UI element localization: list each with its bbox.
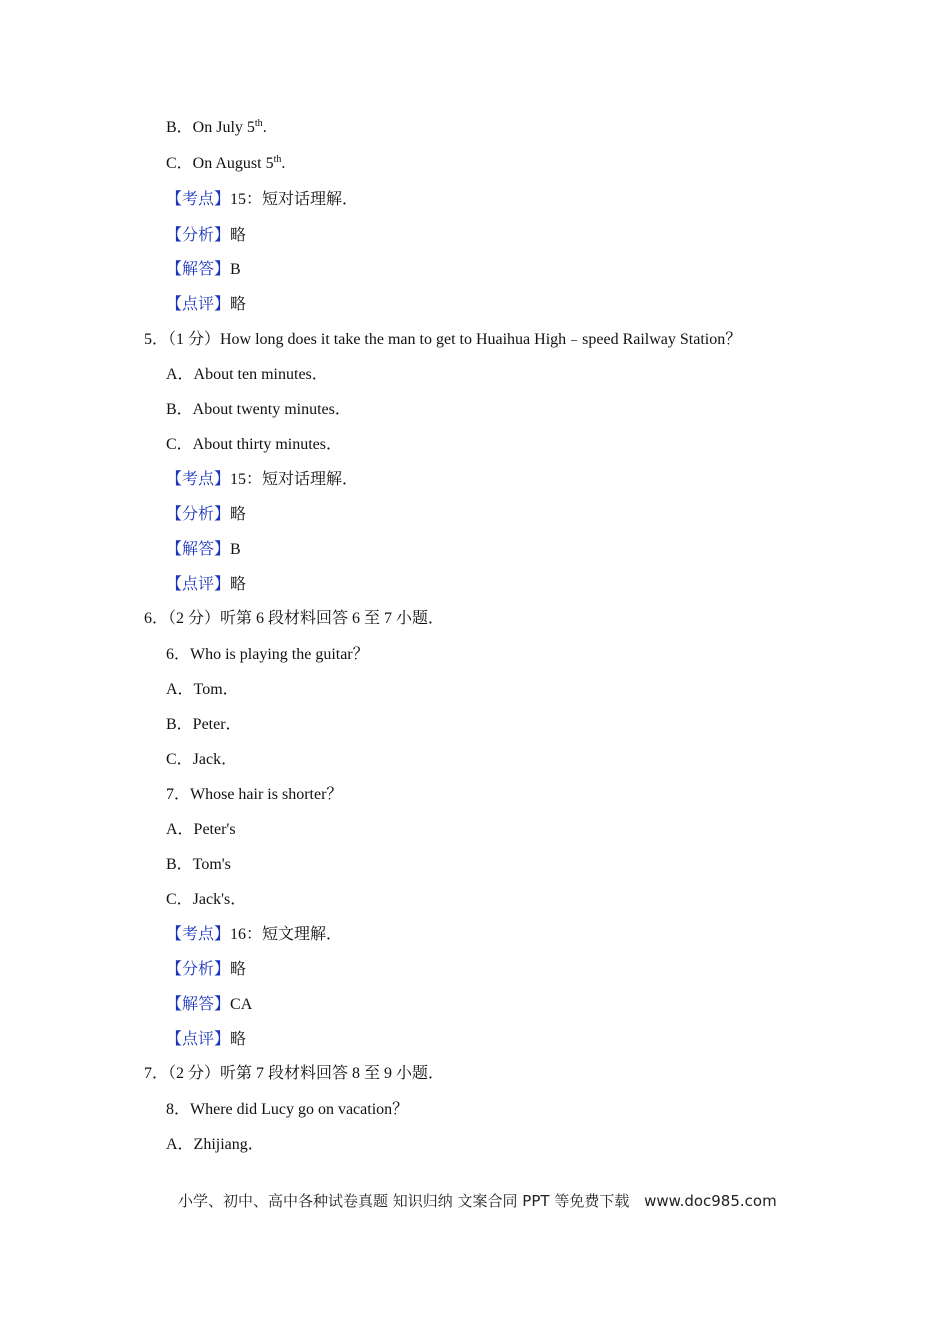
q5-jieda: 【解答】B xyxy=(166,541,241,558)
page-footer xyxy=(178,1190,777,1211)
q5-stem: 5．（1 分）How long does it take the man to get to Huaihua High﹣speed Railway Station？ xyxy=(144,331,742,348)
q6-sub6: 6．Who is playing the guitar？ xyxy=(166,646,369,663)
q4-kaodian: 【考点】15：短对话理解． xyxy=(166,191,359,208)
footer-text: 小学、初中、高中各种试卷真题 知识归纳 文案合同 PPT 等免费下载 xyxy=(178,1192,630,1210)
q7-sub8: 8．Where did Lucy go on vacation？ xyxy=(166,1101,409,1118)
q4-jieda: 【解答】B xyxy=(166,261,241,278)
q5-kaodian: 【考点】15：短对话理解． xyxy=(166,471,359,488)
q6-dianping: 【点评】略 xyxy=(166,1031,247,1048)
q6-kaodian: 【考点】16：短文理解． xyxy=(166,926,343,943)
q7-stem: 7．（2 分）听第 7 段材料回答 8 至 9 小题． xyxy=(144,1065,445,1082)
q5-dianping: 【点评】略 xyxy=(166,576,247,593)
q7-sub8-option-a: A．Zhijiang． xyxy=(166,1136,264,1153)
q6-jieda: 【解答】CA xyxy=(166,996,253,1013)
q4-option-c: C．On August 5th. xyxy=(166,154,286,172)
q6-fenxi: 【分析】略 xyxy=(166,961,247,978)
q5-fenxi: 【分析】略 xyxy=(166,506,247,523)
q4-dianping: 【点评】略 xyxy=(166,296,247,313)
q6-sub7: 7．Whose hair is shorter？ xyxy=(166,786,343,803)
footer-url[interactable]: www.doc985.com xyxy=(644,1192,777,1210)
q6-sub6-option-a: A．Tom． xyxy=(166,681,239,698)
q6-sub6-option-c: C．Jack． xyxy=(166,751,238,768)
q5-option-b: B．About twenty minutes． xyxy=(166,401,351,418)
q6-sub7-option-c: C．Jack's． xyxy=(166,891,247,908)
q6-sub7-option-a: A．Peter's xyxy=(166,821,236,838)
q6-stem: 6．（2 分）听第 6 段材料回答 6 至 7 小题． xyxy=(144,610,445,627)
q5-option-a: A．About ten minutes． xyxy=(166,366,328,383)
q4-fenxi: 【分析】略 xyxy=(166,227,247,244)
q6-sub7-option-b: B．Tom's xyxy=(166,856,231,873)
q4-option-b: B．On July 5th. xyxy=(166,118,267,136)
q6-sub6-option-b: B．Peter． xyxy=(166,716,242,733)
q5-option-c: C．About thirty minutes． xyxy=(166,436,343,453)
